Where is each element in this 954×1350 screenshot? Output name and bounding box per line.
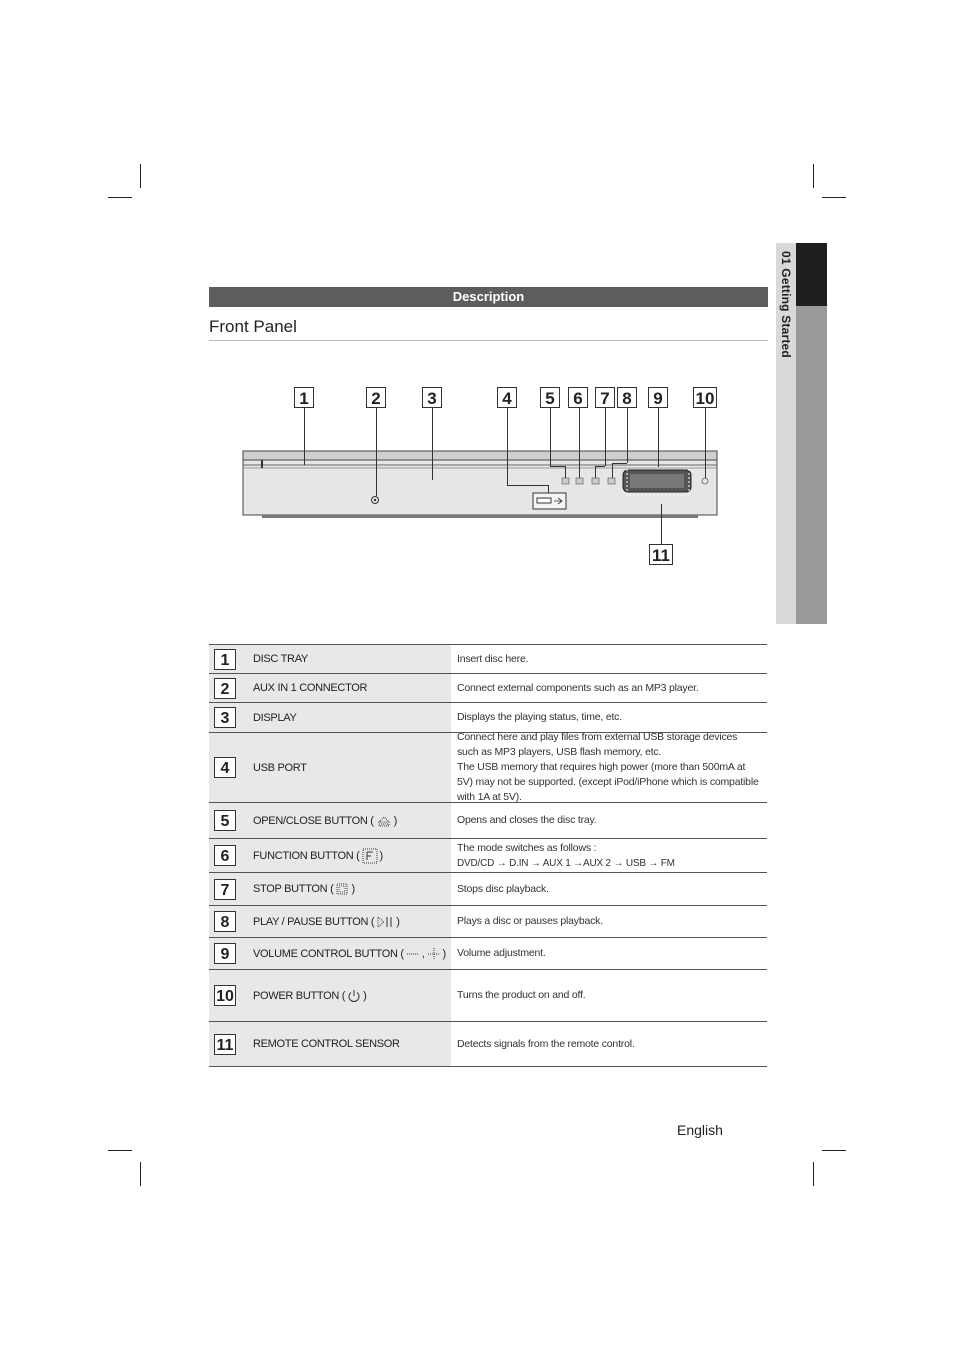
table-row xyxy=(209,703,767,733)
row-name xyxy=(253,882,355,896)
leader-line xyxy=(550,408,551,466)
table-row xyxy=(209,644,767,674)
row-description xyxy=(451,970,767,1021)
play-pause-icon xyxy=(376,915,394,929)
leader-line xyxy=(304,408,305,465)
row-name-close: ) xyxy=(396,915,400,928)
row-name-close: ) xyxy=(363,989,367,1002)
row-description xyxy=(451,674,767,702)
eject-icon xyxy=(376,814,392,828)
description-line: The USB memory that requires high power (more than 500mA at 5V) may not be supported. (except iPod/iPhone which is compatible with 1A at 5V). xyxy=(457,761,759,803)
row-name xyxy=(253,814,397,828)
table-row xyxy=(209,938,767,970)
description-line: Plays a disc or pauses playback. xyxy=(457,915,603,927)
section-title: Front Panel xyxy=(209,317,297,336)
row-name-text: PLAY / PAUSE BUTTON ( xyxy=(253,915,375,928)
crop-mark xyxy=(140,164,141,188)
row-name xyxy=(253,682,367,694)
leader-line xyxy=(432,408,433,480)
row-number: 4 xyxy=(214,757,236,778)
row-name-close: ) xyxy=(351,883,355,895)
chapter-side-tab xyxy=(776,243,827,624)
table-row xyxy=(209,839,767,873)
row-name-close: ) xyxy=(379,849,383,862)
row-number: 8 xyxy=(214,911,236,932)
leader-line xyxy=(612,463,627,464)
description-line: Detects signals from the remote control. xyxy=(457,1037,635,1050)
table-row xyxy=(209,970,767,1022)
description-line: Connect external components such as an MP3 player. xyxy=(457,681,699,694)
row-name-text: DISPLAY xyxy=(253,711,297,724)
row-number: 2 xyxy=(214,678,236,699)
side-tab-grey xyxy=(796,306,827,624)
row-description xyxy=(451,703,767,732)
leader-line xyxy=(550,466,565,467)
crop-mark xyxy=(108,1150,132,1151)
row-number: 11 xyxy=(214,1034,236,1055)
volume-minus-icon xyxy=(406,948,420,960)
leader-line xyxy=(705,408,706,478)
row-name xyxy=(253,762,307,774)
description-line: The mode switches as follows : xyxy=(457,841,597,854)
footer-language: English xyxy=(677,1122,723,1138)
stop-icon xyxy=(335,882,349,896)
row-label-cell xyxy=(209,970,451,1021)
function-icon xyxy=(362,848,378,864)
row-name-text: REMOTE CONTROL SENSOR xyxy=(253,1038,400,1050)
row-number: 1 xyxy=(214,649,236,670)
row-name-text: FUNCTION BUTTON ( xyxy=(253,849,360,862)
row-label-cell xyxy=(209,733,451,802)
row-name-text: USB PORT xyxy=(253,761,307,774)
row-name-text: STOP BUTTON ( xyxy=(253,883,334,895)
front-panel-table xyxy=(209,644,767,1067)
crop-mark xyxy=(813,1162,814,1186)
row-name-text: AUX IN 1 CONNECTOR xyxy=(253,682,368,694)
description-line: DVD/CD → D.IN → AUX 1 →AUX 2 → USB → FM xyxy=(457,857,675,869)
callout-2: 2 xyxy=(366,387,386,408)
row-name-separator: , xyxy=(421,947,425,960)
row-name-close: ) xyxy=(393,814,397,827)
front-panel-diagram xyxy=(200,380,760,580)
table-row xyxy=(209,1022,767,1067)
table-row xyxy=(209,803,767,839)
leader-line xyxy=(658,408,659,467)
row-description xyxy=(451,803,767,838)
leader-line xyxy=(627,408,628,463)
table-row xyxy=(209,674,767,703)
leader-line xyxy=(595,466,605,467)
description-line: Displays the playing status, time, etc. xyxy=(457,711,622,723)
row-label-cell xyxy=(209,645,451,673)
row-name xyxy=(253,653,308,665)
row-name xyxy=(253,848,383,864)
crop-mark xyxy=(822,197,846,198)
leader-line xyxy=(507,408,508,485)
row-name-text: DISC TRAY xyxy=(253,653,308,665)
row-name xyxy=(253,989,367,1003)
callout-6: 6 xyxy=(568,387,588,408)
volume-plus-icon xyxy=(427,948,441,960)
leader-line xyxy=(507,485,548,486)
callout-4: 4 xyxy=(497,387,517,408)
row-label-cell xyxy=(209,1022,451,1066)
row-label-cell xyxy=(209,839,451,872)
crop-mark xyxy=(813,164,814,188)
description-line: Connect here and play files from external USB storage devices such as MP3 players, USB flash memory, etc. xyxy=(457,731,738,758)
section-header-bar: Description xyxy=(209,287,768,307)
leader-line xyxy=(595,466,596,478)
callout-11: 11 xyxy=(649,544,673,565)
callout-9: 9 xyxy=(648,387,668,408)
row-description xyxy=(451,1022,767,1066)
leader-line xyxy=(376,408,377,496)
row-description xyxy=(451,645,767,673)
row-description xyxy=(451,906,767,937)
crop-mark xyxy=(108,197,132,198)
description-line: Insert disc here. xyxy=(457,652,529,665)
row-number: 5 xyxy=(214,810,236,831)
power-icon xyxy=(347,989,361,1003)
leader-line xyxy=(548,485,549,493)
row-label-cell xyxy=(209,703,451,732)
callout-1: 1 xyxy=(294,387,314,408)
description-line: Volume adjustment. xyxy=(457,947,546,959)
row-name-text: VOLUME CONTROL BUTTON ( xyxy=(253,947,404,960)
row-number: 7 xyxy=(214,879,236,900)
callout-5: 5 xyxy=(540,387,560,408)
side-tab-marker xyxy=(796,243,827,306)
row-name-close: ) xyxy=(442,947,446,960)
row-name xyxy=(253,712,297,724)
description-line: Stops disc playback. xyxy=(457,882,549,895)
row-name-text: POWER BUTTON ( xyxy=(253,989,346,1002)
row-description xyxy=(451,938,767,969)
row-label-cell xyxy=(209,873,451,905)
crop-mark xyxy=(140,1162,141,1186)
leader-line xyxy=(661,504,662,544)
row-label-cell xyxy=(209,906,451,937)
crop-mark xyxy=(822,1150,846,1151)
table-row xyxy=(209,733,767,803)
row-name-text: OPEN/CLOSE BUTTON ( xyxy=(253,814,374,827)
leader-line xyxy=(605,408,606,466)
row-label-cell xyxy=(209,803,451,838)
title-divider xyxy=(209,340,768,341)
row-description xyxy=(451,873,767,905)
callout-7: 7 xyxy=(595,387,615,408)
row-name xyxy=(253,915,400,929)
row-label-cell xyxy=(209,674,451,702)
callout-8: 8 xyxy=(617,387,637,408)
row-name xyxy=(253,1038,400,1050)
row-number: 3 xyxy=(214,707,236,728)
row-description xyxy=(451,733,767,802)
row-number: 10 xyxy=(214,985,236,1006)
description-line: Opens and closes the disc tray. xyxy=(457,814,597,826)
callout-10: 10 xyxy=(693,387,717,408)
front-panel-illustration xyxy=(200,380,760,580)
table-row xyxy=(209,906,767,938)
table-row xyxy=(209,873,767,906)
leader-line xyxy=(579,408,580,478)
description-line: Turns the product on and off. xyxy=(457,989,586,1001)
row-number: 6 xyxy=(214,845,236,866)
leader-line xyxy=(612,463,613,478)
row-name xyxy=(253,948,446,960)
callout-3: 3 xyxy=(422,387,442,408)
row-description xyxy=(451,839,767,872)
leader-line xyxy=(565,466,566,478)
row-label-cell xyxy=(209,938,451,969)
row-number: 9 xyxy=(214,943,236,964)
chapter-label: 01 Getting Started xyxy=(779,251,793,358)
